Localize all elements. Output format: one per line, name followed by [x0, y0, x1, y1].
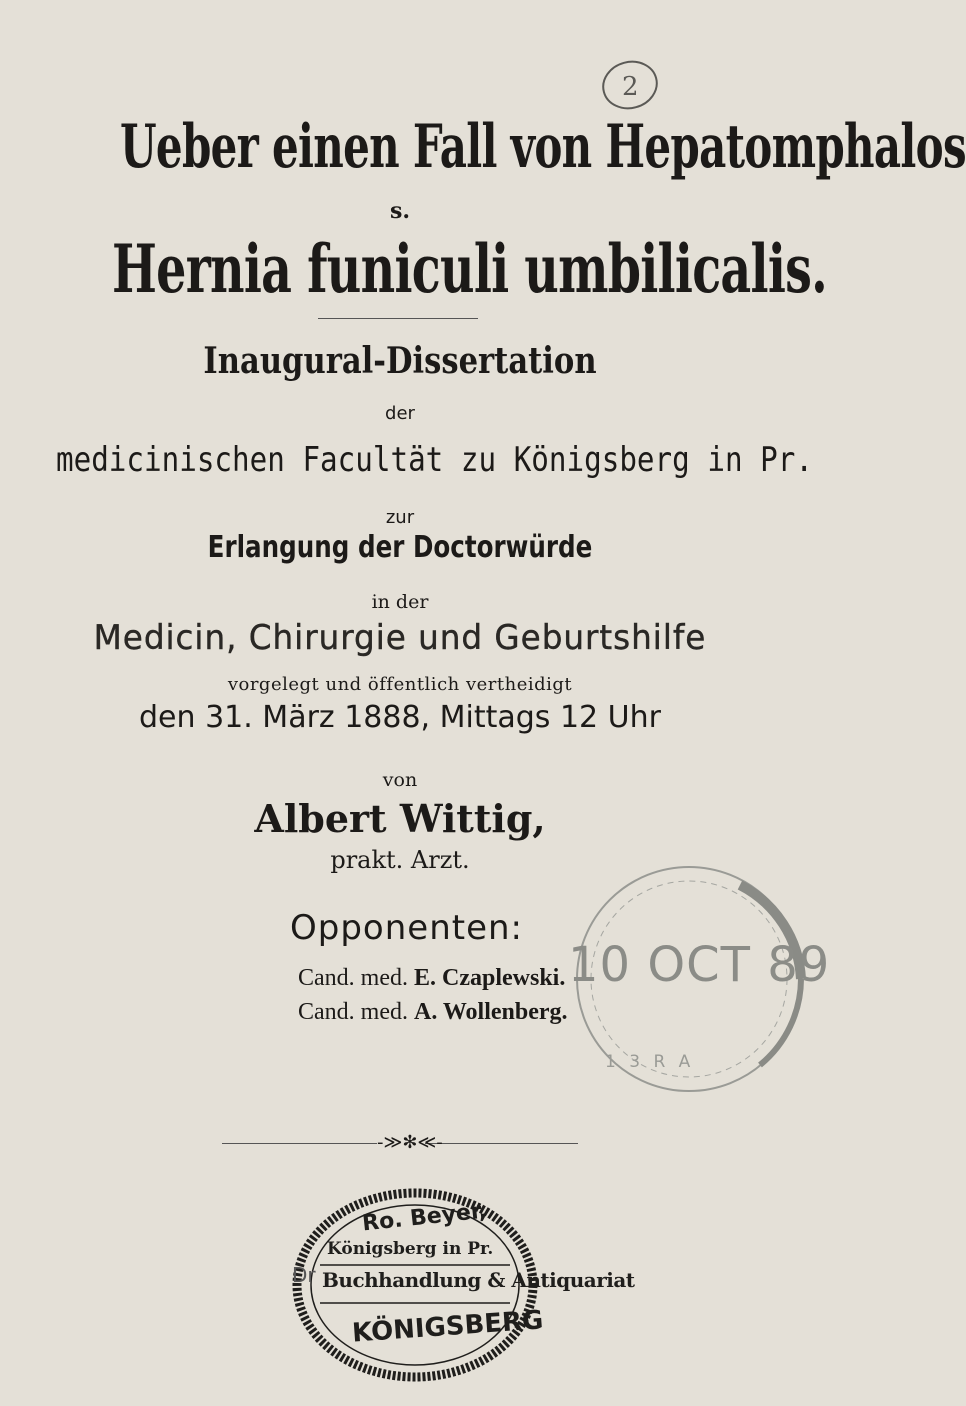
svg-text:2: 2: [622, 72, 639, 102]
printer-abbrev: Dr: [292, 1263, 316, 1287]
opponent-2: Cand. med. A. Wollenberg.: [298, 999, 568, 1025]
fields-line: Medicin, Chirurgie und Geburtshilfe: [93, 618, 707, 658]
von-text: von: [382, 769, 418, 791]
vorgelegt-line: vorgelegt und öffentlich vertheidigt: [227, 674, 573, 695]
opponent-1: Cand. med. E. Czaplewski.: [298, 965, 566, 991]
author-name: Albert Wittig,: [254, 796, 546, 841]
title-connector: s.: [389, 198, 411, 224]
handwritten-page-mark: [595, 55, 665, 115]
library-stamp-number: 1 3 R A: [605, 1052, 695, 1072]
opponents-heading: Opponenten:: [290, 908, 523, 948]
library-stamp-date: 10 OCT 89: [568, 937, 831, 993]
title-line-2: Hernia funiculi umbilicalis.: [112, 230, 828, 308]
divider-rule: [318, 318, 478, 319]
in-der-text: in der: [371, 591, 429, 613]
title-line-1: Ueber einen Fall von Hepatomphalos: [120, 112, 966, 182]
ownership-stamp-line-2: Königsberg in Pr.: [327, 1239, 494, 1259]
ownership-stamp-line-1: Ro. Beyer,: [361, 1198, 488, 1237]
defense-date: den 31. März 1888, Mittags 12 Uhr: [139, 700, 661, 735]
ornament: -≫✻≪-: [377, 1132, 443, 1153]
author-title: prakt. Arzt.: [330, 846, 470, 874]
faculty-line: medicinischen Facultät zu Königsberg in Pr.: [56, 440, 813, 480]
ownership-stamp-line-4: KÖNIGSBERG: [351, 1305, 545, 1349]
erlangung-line: Erlangung der Doctorwürde: [207, 530, 593, 565]
der-text: der: [385, 403, 415, 424]
dissertation-heading: Inaugural-Dissertation: [203, 340, 597, 382]
ownership-stamp-line-3: Buchhandlung & Antiquariat: [322, 1268, 635, 1292]
zur-text: zur: [385, 507, 415, 528]
